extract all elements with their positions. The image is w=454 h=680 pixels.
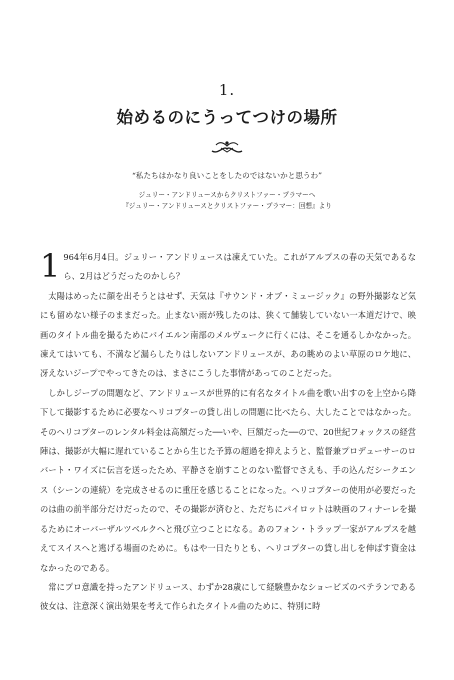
attribution-line-2: 『ジュリー・アンドリュースとクリストファー・プラマー：回想』より (122, 201, 332, 210)
fleuron-ornament-icon (210, 139, 244, 155)
body-paragraph-1 (40, 248, 416, 287)
paragraph-text: 964年6月4日。ジュリー・アンドリュースは凍えていた。これがアルプスの春の天気であるなら、2月はどうだったのかしら？ (63, 252, 416, 282)
chapter-number: 1. (218, 81, 236, 99)
drop-cap: 1 (40, 247, 61, 285)
epigraph-quote: “私たちはかなり良いことをしたのではないかと思うわ” (131, 171, 322, 180)
body-paragraph-3: しかしジープの問題など、アンドリュースが世界的に有名なタイトル曲を歌い出すのを上空から降下して撮影するために必要なヘリコプターの貸し出しの問題に比べたら、大したことではなかった。そのヘリコプターのレンタル料金は高額だった──いや、巨額だった──ので、20世紀フォックスの経営陣は、撮影が大幅に遅れていることから生じた予算の超過を抑えようと、監督兼プロデューサーのロバート・ワイズに伝言を送ったため、平静さを崩すことのない監督でさえも、手の込んだシークエンス（シーンの連続）を完成させるのに重圧を感じることになった。ヘリコプターの使用が必要だったのは曲の前半部分だけだったので、その撮影が済むと、ただちにパイロットは映画のフィナーレを撮るためにオーバーザルツベルクへと飛び立つことになる。あのフォン・トラップ一家がアルプスを越えてスイスへと逃げる場面のために。もはや一日たりとも、ヘリコプターの貸し出しを伸ばす資金はなかったのである。 (40, 387, 416, 573)
epigraph-attribution (0, 190, 454, 211)
chapter-title: 始めるのにうってつけの場所 (116, 108, 338, 127)
chapter-body (40, 248, 416, 617)
attribution-line-1: ジュリー・アンドリュースからクリストファー・プラマーへ (138, 191, 316, 199)
body-paragraph-2: 太陽はめったに顔を出そうとはせず、天気は『サウンド・オブ・ミュージック』の野外撮影など気にも留めない様子のままだった。止まない雨が残したのは、狭くて舗装していない一本道だけで、映画のタイトル曲を撮るためにバイエルン南部のメルヴェークに行くには、そこを通るしかなかった。凍えてはいても、不満など漏らしたりはしないアンドリュースが、あの眺めのよい草原のロケ地に、冴えないジープでやってきたのは、まさにこうした事情があってのことだった。 (40, 290, 416, 379)
body-paragraph-4: 常にプロ意識を持ったアンドリュース、わずか28歳にして経験豊かなショービズのベテランである彼女は、注意深く演出効果を考えて作られたタイトル曲のために、特別に時 (40, 581, 416, 612)
